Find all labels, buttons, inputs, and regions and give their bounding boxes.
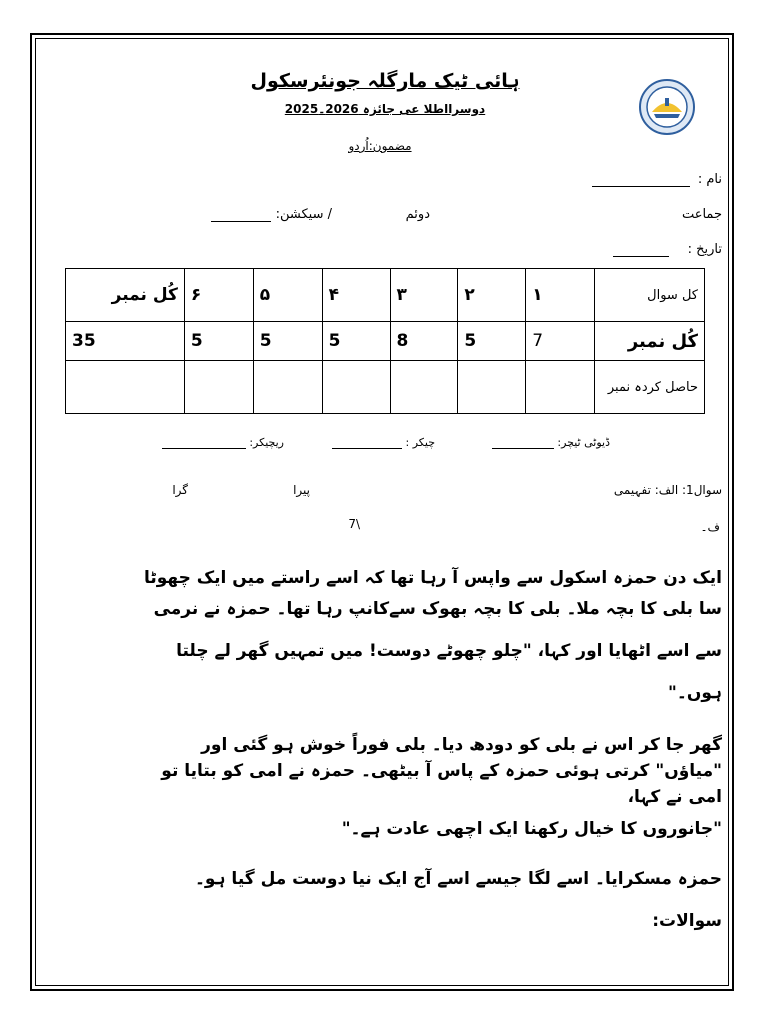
mark-value: 5 — [458, 322, 526, 361]
rechecker-label: ریچیکر: — [249, 436, 284, 449]
total-marks: 35 — [66, 322, 185, 361]
subject-label: مضمون:اُردو — [348, 139, 412, 153]
passage-line: "میاؤں" کرتی ہوئی حمزہ کے پاس آ بیٹھی۔ حمزہ نے امی کو بتایا تو — [161, 761, 722, 781]
mark-value: 7 — [526, 322, 595, 361]
marks-table — [65, 268, 705, 414]
exam-title: دوسرااطلا عی جائزہ 2026۔2025 — [284, 102, 486, 116]
rechecker-line[interactable] — [162, 448, 246, 449]
mark-value: 5 — [322, 322, 390, 361]
table-row — [66, 269, 705, 322]
checker-label: چیکر : — [405, 436, 435, 449]
obtained-cell[interactable] — [322, 361, 390, 414]
obtained-total-cell[interactable] — [66, 361, 185, 414]
graph-word: گرا — [172, 483, 188, 497]
date-label: تاریخ : — [687, 242, 722, 257]
passage-line: ایک دن حمزہ اسکول سے واپس آ رہا تھا کہ اسے راستے میں ایک چھوٹا — [143, 568, 722, 588]
question-number: ۳ — [390, 269, 458, 322]
school-name: ہائی ٹیک مارگلہ جونئرسکول — [250, 70, 520, 92]
mark-value: 5 — [184, 322, 253, 361]
total-header: کُل نمبر — [66, 269, 185, 322]
question1-score: 7\ — [348, 517, 360, 531]
class-label: جماعت — [681, 207, 722, 222]
question-number: ۵ — [253, 269, 322, 322]
table-row — [66, 322, 705, 361]
f-letter: ف۔ — [700, 520, 720, 534]
duty-teacher-label: ڈیوٹی ٹیچر: — [557, 436, 610, 449]
rechecker-field — [162, 436, 284, 449]
checker-field — [332, 436, 435, 449]
date-field — [613, 242, 722, 257]
date-line[interactable] — [613, 256, 669, 257]
questions-heading: سوالات: — [652, 911, 722, 931]
passage-line: ہوں۔" — [668, 683, 722, 703]
passage-line: "جانوروں کا خیال رکھنا ایک اچھی عادت ہے۔" — [341, 819, 722, 839]
duty-teacher-field — [492, 436, 610, 449]
row-label-obtained: حاصل کردہ نمبر — [595, 361, 705, 414]
question-number: ۴ — [322, 269, 390, 322]
passage-line: گھر جا کر اس نے بلی کو دودھ دیا۔ بلی فوراً خوش ہو گئی اور — [201, 735, 722, 755]
passage-line: سا بلی کا بچہ ملا۔ بلی کا بچہ بھوک سےکانپ رہا تھا۔ حمزہ نے نرمی — [153, 599, 722, 619]
obtained-cell[interactable] — [253, 361, 322, 414]
obtained-cell[interactable] — [458, 361, 526, 414]
duty-teacher-line[interactable] — [492, 448, 554, 449]
obtained-cell[interactable] — [184, 361, 253, 414]
checker-line[interactable] — [332, 448, 402, 449]
mark-value: 8 — [390, 322, 458, 361]
obtained-cell[interactable] — [390, 361, 458, 414]
row-label-total: کُل نمبر — [595, 322, 705, 361]
school-logo — [638, 78, 696, 136]
passage-line: حمزہ مسکرایا۔ اسے لگا جیسے اسے آج ایک نیا دوست مل گیا ہو۔ — [194, 869, 722, 889]
question-number: ۲ — [458, 269, 526, 322]
para-word: پیرا — [293, 483, 310, 497]
row-label-questions: کل سوال — [595, 269, 705, 322]
mark-value: 5 — [253, 322, 322, 361]
question1-label: سوال1: الف: تفہیمی — [613, 483, 722, 497]
name-line[interactable] — [592, 186, 690, 187]
section-label: / سیکشن: — [275, 207, 332, 222]
section-line[interactable] — [211, 221, 271, 222]
name-label: نام : — [697, 172, 722, 187]
section-field — [211, 207, 332, 222]
question-number: ۶ — [184, 269, 253, 322]
obtained-cell[interactable] — [526, 361, 595, 414]
passage-line: سے اسے اٹھایا اور کہا، "چلو چھوٹے دوست! میں تمہیں گھر لے چلتا — [176, 641, 722, 661]
passage-line: امی نے کہا، — [627, 787, 722, 807]
class-value: دوئم — [405, 207, 430, 222]
table-row — [66, 361, 705, 414]
question-number: ۱ — [526, 269, 595, 322]
name-field — [592, 172, 722, 187]
